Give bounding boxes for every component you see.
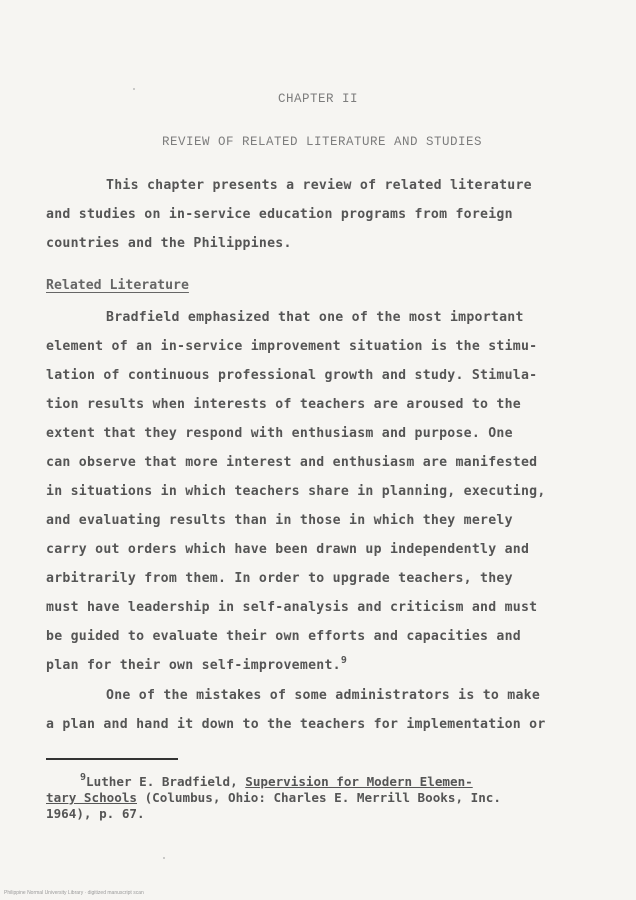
section-heading: Related Literature	[46, 278, 189, 293]
footnote-number: 9	[80, 772, 87, 783]
paragraph-line: Bradfield emphasized that one of the most important	[106, 310, 524, 325]
paragraph-line: can observe that more interest and enthusiasm are manifested	[46, 455, 538, 470]
footnote-line	[46, 790, 606, 805]
footnote-reference: 9	[340, 655, 348, 666]
footnote-author: Luther E. Bradfield,	[86, 774, 246, 789]
intro-line: countries and the Philippines.	[46, 236, 292, 251]
footnote-line: 1964), p. 67.	[46, 806, 145, 821]
paragraph-line: must have leadership in self-analysis and criticism and must	[46, 600, 538, 615]
paragraph-line: tion results when interests of teachers are aroused to the	[46, 397, 521, 412]
paragraph-line-text: plan for their own self-improvement.	[46, 658, 341, 673]
footnote-publisher: (Columbus, Ohio: Charles E. Merrill Books, Inc.	[137, 790, 501, 805]
chapter-heading: CHAPTER II	[277, 92, 358, 106]
footnote-book-title: Supervision for Modern Elemen-	[245, 774, 473, 789]
paragraph-line: a plan and hand it down to the teachers for implementation or	[46, 717, 546, 732]
scan-speck	[133, 88, 135, 90]
paragraph-line: lation of continuous professional growth and study. Stimula-	[46, 368, 538, 383]
paragraph-line: extent that they respond with enthusiasm and purpose. One	[46, 426, 513, 441]
footnote-line	[80, 774, 606, 789]
paragraph-line: and evaluating results than in those in which they merely	[46, 513, 513, 528]
footnote-book-title: tary Schools	[46, 790, 137, 805]
footnote-divider	[46, 758, 178, 760]
paragraph-line: in situations in which teachers share in planning, executing,	[46, 484, 546, 499]
intro-line: This chapter presents a review of related literature	[106, 178, 532, 193]
paragraph-last-line	[46, 655, 606, 673]
paragraph-line: element of an in-service improvement situation is the stimu-	[46, 339, 538, 354]
paragraph-line: carry out orders which have been drawn up independently and	[46, 542, 530, 557]
chapter-title: REVIEW OF RELATED LITERATURE AND STUDIES	[161, 135, 483, 149]
paragraph-line: arbitrarily from them. In order to upgrade teachers, they	[46, 571, 513, 586]
paragraph-line: One of the mistakes of some administrators is to make	[106, 688, 541, 703]
paragraph-line: be guided to evaluate their own efforts and capacities and	[46, 629, 521, 644]
scan-footer: Philippine Normal University Library · digitized manuscript scan	[4, 890, 144, 896]
scan-speck	[163, 857, 165, 859]
intro-line: and studies on in-service education programs from foreign	[46, 207, 513, 222]
